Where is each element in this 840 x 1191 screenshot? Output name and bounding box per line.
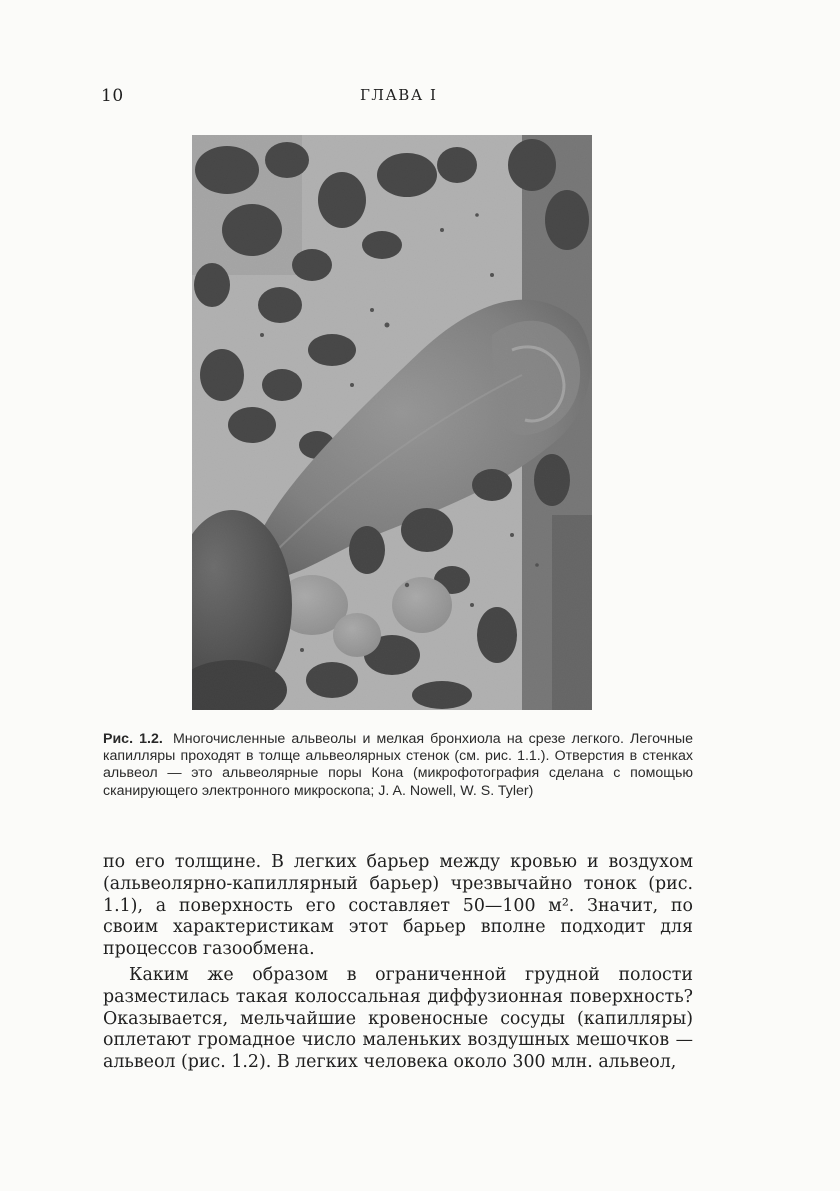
figure-caption (103, 731, 693, 800)
page-number: 10 (101, 86, 124, 106)
figure-caption-text: Многочисленные альвеолы и мелкая бронхиола на срезе легкого. Легочные капилляры проходят в толще альвеолярных стенок (см. рис. 1.1.). Отверстия в стенках альвеол — это альвеолярные поры Кона (микрофотография сделана с помощью сканирующего электронного микроскопа; J. A. Nowell, W. S. Tyler) (103, 731, 693, 799)
lung-micrograph-image (192, 135, 592, 710)
figure-caption-label: Рис. 1.2. (103, 731, 163, 747)
body-text (103, 852, 693, 1074)
running-head: ГЛАВА I (360, 86, 438, 104)
paragraph: Каким же образом в ограниченной грудной полости разместилась такая колоссальная диффузионная поверхность? Оказывается, мельчайшие кровеносные сосуды (капилляры) оплетают громадное число маленьких воздушных мешочков — альвеол (рис. 1.2). В легких человека около 300 млн. альвеол, (103, 964, 693, 1073)
lung-micrograph (192, 135, 592, 710)
paragraph: по его толщине. В легких барьер между кровью и воздухом (альвеолярно-капиллярный барьер) чрезвычайно тонок (рис. 1.1), а поверхность его составляет 50—100 м². Значит, по своим характеристикам этот барьер вполне подходит для процессов газообмена. (103, 852, 693, 960)
